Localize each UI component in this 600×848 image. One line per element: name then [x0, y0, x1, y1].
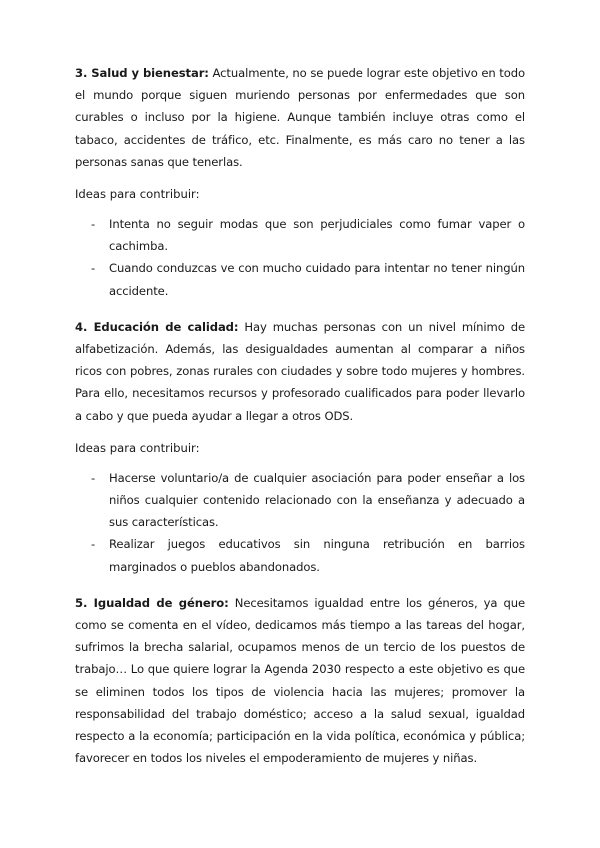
dash-bullet: - — [91, 217, 96, 232]
section-heading: 4. Educación de calidad: — [75, 319, 239, 334]
section-heading: 3. Salud y bienestar: — [75, 66, 209, 80]
section-body: Hay muchas personas con un nivel mínimo de alfabetización. Además, las desigualdades aumentan al comparar a niños ricos con pobres, zonas rurales con ciudades y sobre todo mujeres y hombres. Para ello, necesitamos recursos y profesorado cualificados para poder llevarlo a cabo y que pueda ayudar a llegar a otros ODS. — [75, 319, 525, 423]
dash-bullet: - — [91, 261, 96, 276]
ideas-label: Ideas para contribuir: — [75, 187, 200, 202]
dash-bullet: - — [91, 537, 96, 552]
list-item — [75, 257, 525, 301]
ideas-label: Ideas para contribuir: — [75, 440, 200, 455]
ideas-list — [75, 213, 525, 302]
section-igualdad — [75, 592, 525, 770]
dash-bullet: - — [91, 470, 96, 485]
list-item — [75, 533, 525, 577]
list-item-text: Realizar juegos educativos sin ninguna retribución en barrios marginados o pueblos abandonados. — [109, 537, 525, 574]
list-item-text: Hacerse voluntario/a de cualquier asociación para poder enseñar a los niños cualquier contenido relacionado con la enseñanza y adecuado a sus características. — [109, 470, 525, 530]
list-item — [75, 213, 525, 257]
section-paragraph — [75, 592, 525, 770]
list-item — [75, 467, 525, 534]
section-salud — [75, 62, 525, 302]
section-body: Necesitamos igualdad entre los géneros, ya que como se comenta en el vídeo, dedicamos más tiempo a las tareas del hogar, sufrimos la brecha salarial, ocupamos menos de un tercio de los puestos de trabajo… Lo que quiere lograr la Agenda 2030 respecto a este objetivo es que se eliminen todos los tipos de violencia hacia las mujeres; promover la responsabilidad del trabajo doméstico; acceso a la salud sexual, igualdad respecto a la economía; participación en la vida política, económica y pública; favorecer en todos los niveles el empoderamiento de mujeres y niñas. — [75, 595, 525, 766]
list-item-text: Intenta no seguir modas que son perjudiciales como fumar vaper o cachimba. — [109, 217, 525, 254]
section-educacion — [75, 316, 525, 578]
ideas-list — [75, 467, 525, 578]
section-heading: 5. Igualdad de género: — [75, 595, 229, 610]
section-paragraph — [75, 316, 525, 427]
section-paragraph — [75, 62, 525, 173]
list-item-text: Cuando conduzcas ve con mucho cuidado para intentar no tener ningún accidente. — [109, 261, 525, 298]
section-body: Actualmente, no se puede lograr este objetivo en todo el mundo porque siguen muriendo personas por enfermedades que son curables o incluso por la higiene. Aunque también incluye otras como el tabaco, accidentes de tráfico, etc. Finalmente, es más caro no tener a las personas sanas que tenerlas. — [75, 66, 525, 169]
